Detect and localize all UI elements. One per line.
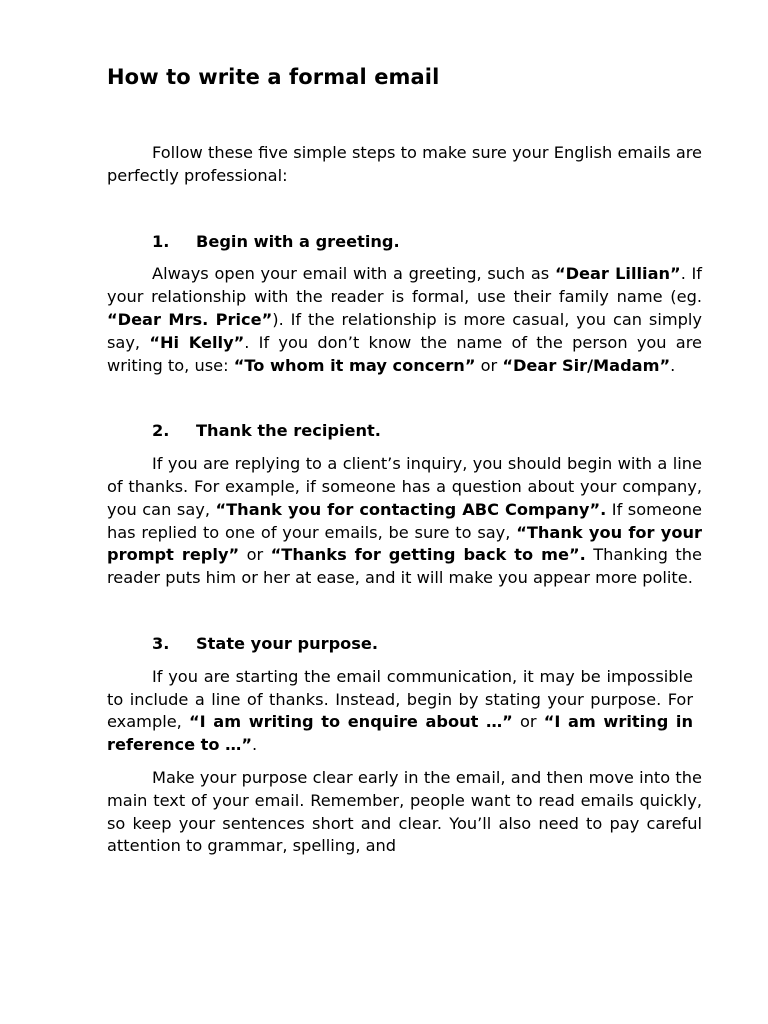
bold-phrase: “Thanks for getting back to me”. [270, 545, 586, 565]
section-paragraph [107, 666, 693, 757]
section-paragraph [107, 767, 702, 858]
section-number: 1. [152, 231, 170, 251]
text-run: If you are replying to a client’s inquiry, you should begin with a line of thanks. For example, if someone has a question about your company, you can say, [107, 454, 702, 519]
section-number: 3. [152, 633, 170, 653]
text-run: . [252, 735, 258, 755]
section-paragraph [107, 453, 702, 590]
section-title: State your purpose. [196, 633, 379, 653]
text-run: or [512, 712, 544, 732]
document-page [107, 62, 702, 858]
text-run: . If you don’t know the name of the person you are writing to, use: [107, 332, 702, 375]
section-title: Begin with a greeting. [196, 231, 400, 251]
bold-phrase: “Thank you for contacting ABC Company”. [215, 499, 607, 519]
section-heading [107, 420, 702, 443]
text-run: Thanking the reader puts him or her at ease, and it will make you appear more polite. [107, 545, 702, 588]
text-run: If someone has replied to one of your emails, be sure to say, [107, 499, 702, 542]
section-number: 2. [152, 421, 170, 441]
text-run: or [239, 545, 271, 565]
section-title: Thank the recipient. [196, 421, 381, 441]
bold-phrase: “I am writing to enquire about …” [188, 712, 513, 732]
text-run: Make your purpose clear early in the email, and then move into the main text of your email. Remember, people want to read emails quickly, so keep your sentences short and clear. You’ll also need to pay careful attention to grammar, spelling, and [107, 767, 702, 856]
intro-paragraph: Follow these five simple steps to make sure your English emails are perfectly professional: [107, 143, 702, 185]
bold-phrase: “To whom it may concern” [233, 355, 476, 375]
bold-phrase: “Dear Lillian” [554, 264, 681, 284]
section-3 [107, 633, 702, 858]
text-run: . [670, 355, 676, 375]
bold-phrase: “Dear Sir/Madam” [502, 355, 671, 375]
section-2 [107, 420, 702, 590]
text-run: . If your relationship with the reader is formal, use their family name (eg. [107, 264, 703, 307]
bold-phrase: “Thank you for your prompt reply” [107, 522, 702, 565]
text-run: or [475, 355, 503, 375]
bold-phrase: “Dear Mrs. Price” [107, 309, 273, 329]
text-run: Always open your email with a greeting, such as [152, 264, 555, 284]
section-heading [107, 231, 702, 254]
section-1 [107, 231, 702, 378]
section-heading [107, 633, 702, 656]
text-run: If you are starting the email communication, it may be impossible to include a line of thanks. Instead, begin by stating your purpose. For example, [107, 666, 693, 732]
text-run: ). If the relationship is more casual, you can simply say, [107, 309, 702, 352]
bold-phrase: “I am writing in reference to …” [107, 712, 693, 755]
bold-phrase: “Hi Kelly” [149, 332, 245, 352]
document-title: How to write a formal email [107, 65, 440, 89]
section-paragraph [107, 263, 702, 377]
